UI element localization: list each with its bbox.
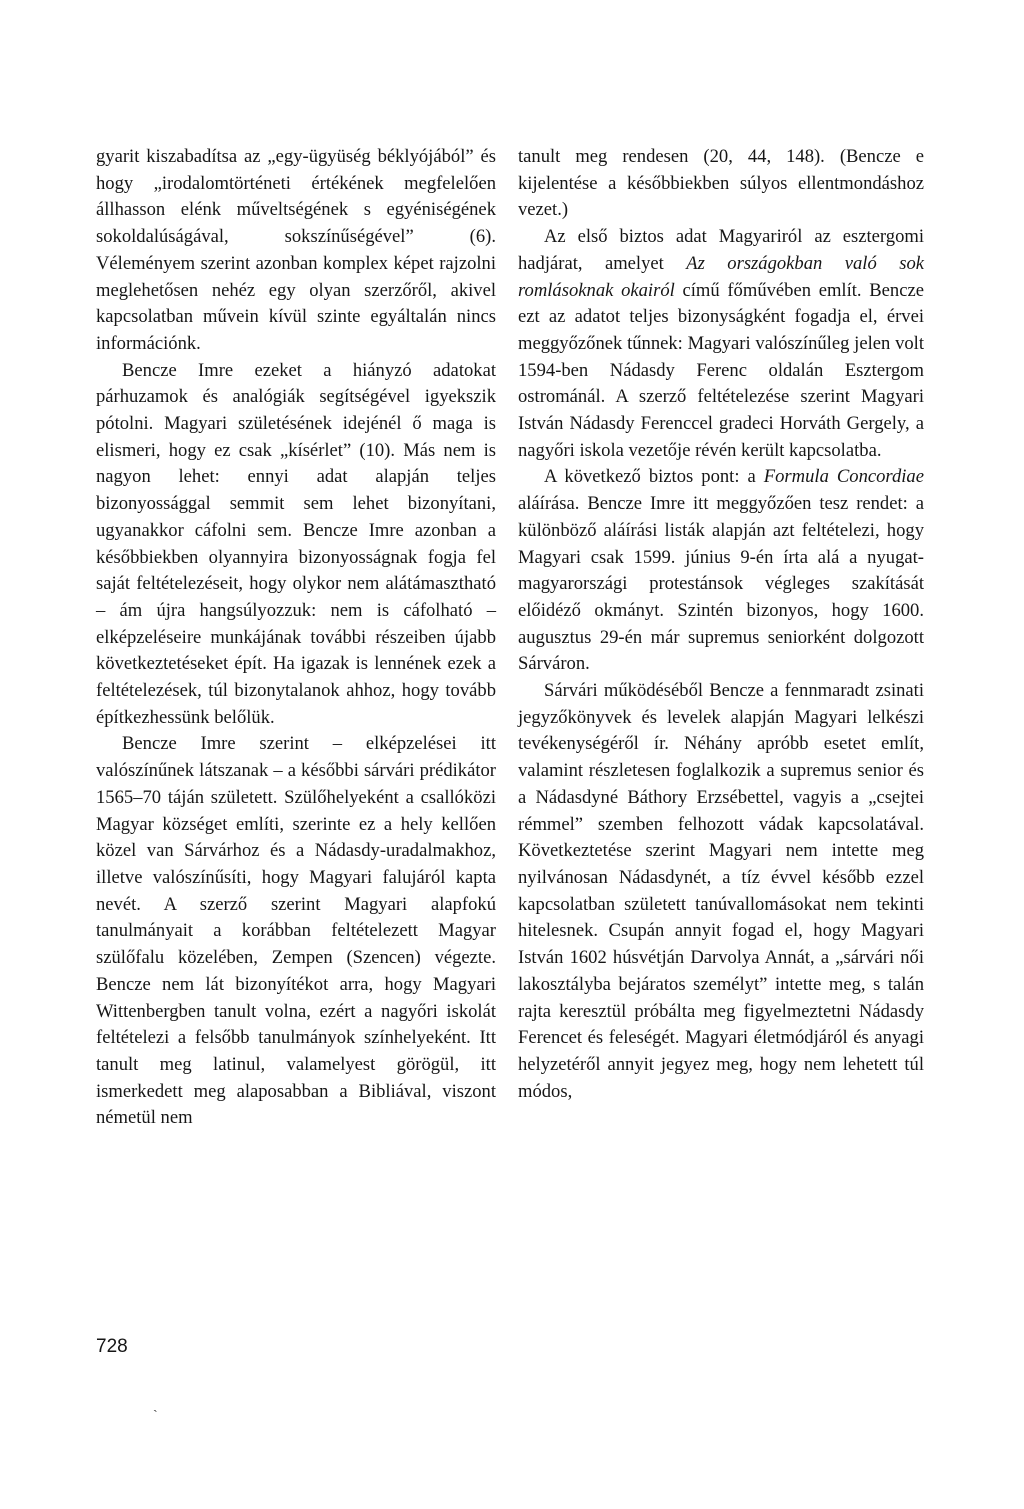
left-column (96, 144, 496, 1132)
paragraph: Bencze Imre ezeket a hiányzó adatokat párhuzamok és analógiák segítségével igyekszik pótolni. Magyari születésének idejénél ő maga is elismeri, hogy ez csak „kísérlet” (10). Más nem is nagyon lehet: ennyi adat alapján teljes bizonyossággal semmit sem lehet bizonyítani, ugyanakkor cáfolni sem. Bencze Imre azonban a későbbiekben olyannyira bizonyosságnak fogja fel saját feltételezéseit, hogy olykor nem alátámasztható – ám újra hangsúlyozzuk: nem is cáfolható – elképzeléseire munkájának további részeiben újabb következtetéseket épít. Ha igazak is lennének ezek a feltételezések, túl bizonytalanok ahhoz, hogy tovább építkezhessünk belőlük. (96, 359, 496, 728)
right-column (518, 144, 924, 1105)
paragraph: Sárvári működéséből Bencze a fennmaradt zsinati jegyzőkönyvek és levelek alapján Magyari lelkészi tevékenységéről ír. Néhány apróbb esetet említ, valamint részletesen foglalkozik a supremus senior és a Nádasdyné Báthory Erzsébettel, vagyis a „csejtei rémmel” szemben felhozott vádak kapcsolatával. Következtetése szerint Magyari nem intette meg nyilvánosan Nádasdynét, a tíz évvel később ezzel kapcsolatban született tanúvallomásokat nem tekinti hitelesnek. Csupán annyit fogad el, hogy Magyari István 1602 húsvétján Darvolya Annát, a „sárvári női lakosztályba bejáratos személyt” intette meg, s talán rajta keresztül próbálta meg figyelmeztetni Nádasdy Ferencet és feleségét. Magyari életmódjáról és anyagi helyzetéről annyit jegyez meg, hogy nem lehetett túl módos, (518, 680, 924, 1102)
paragraph (518, 224, 924, 464)
paragraph: Bencze Imre szerint – elképzelései itt valószínűnek látszanak – a későbbi sárvári prédikátor 1565–70 táján született. Szülőhelyeként a csallóközi Magyar községet említi, szerinte ez a hely kellően közel van Sárvárhoz és a Nádasdy-uradalmakhoz, illetve valószínűsíti, hogy Magyari falujáról kapta nevét. A szerző szerint Magyari alapfokú tanulmányait a korábban feltételezett Magyar szülőfalu közelében, Zempen (Szencen) végezte. Bencze nem lát bizonyítékot arra, hogy Magyari Wittenbergben tanult volna, ezért a nagyőri iskolát feltételezi a felsőbb tanulmányok színhelyeként. Itt tanult meg latinul, valamelyest görögül, itt ismerkedett meg alaposabban a Bibliával, viszont németül nem (96, 733, 496, 1129)
text-run: Az első biztos adat Magyariról az esztergomi hadjárat, amelyet (518, 226, 924, 274)
stray-mark: ˏ (153, 1398, 158, 1413)
text-run: aláírása. Bencze Imre itt meggyőzően tesz rendet: a különböző aláírási listák alapján azt feltételezi, hogy Magyari csak 1599. június 9-én írta alá a nyugat-magyarországi protestánsok végleges szakítását előidéző okmányt. Szintén bizonyos, hogy 1600. augusztus 29-én már supremus seniorként dolgozott Sárváron. (518, 493, 924, 675)
text-run: A következő biztos pont: a (544, 466, 764, 488)
page-number: 728 (96, 1336, 128, 1357)
document-title: Formula Concordiae (763, 466, 924, 488)
paragraph: tanult meg rendesen (20, 44, 148). (Bencze e kijelentése a későbbiekben súlyos ellentmondáshoz vezet.) (518, 146, 924, 221)
book-title: Az országokban való sok romlásoknak okairól (518, 252, 924, 301)
text-run: című főművében említ. Bencze ezt az adatot teljes bizonyságként fogadja el, érvei meggyőzőnek tűnnek: Magyari valószínűleg jelen volt 1594-ben Nádasdy Ferenc oldalán Esztergom ostrománál. A szerző feltételezése szerint Magyari István Nádasdy Ferenccel gradeci Horváth Gergely, a nagyőri iskola vezetője révén került kapcsolatba. (518, 279, 924, 461)
paragraph (518, 464, 924, 678)
paragraph: gyarit kiszabadítsa az „egy-ügyüség béklyójából” és hogy „irodalomtörténeti értékének megfelelően állhasson elénk műveltségének s egyéniségének sokoldalúságával, sokszínűségével” (6). Véleményem szerint azonban komplex képet rajzolni meglehetősen nehéz egy olyan szerzőről, akivel kapcsolatban művein kívül szinte egyáltalán nincs információnk. (96, 146, 496, 354)
